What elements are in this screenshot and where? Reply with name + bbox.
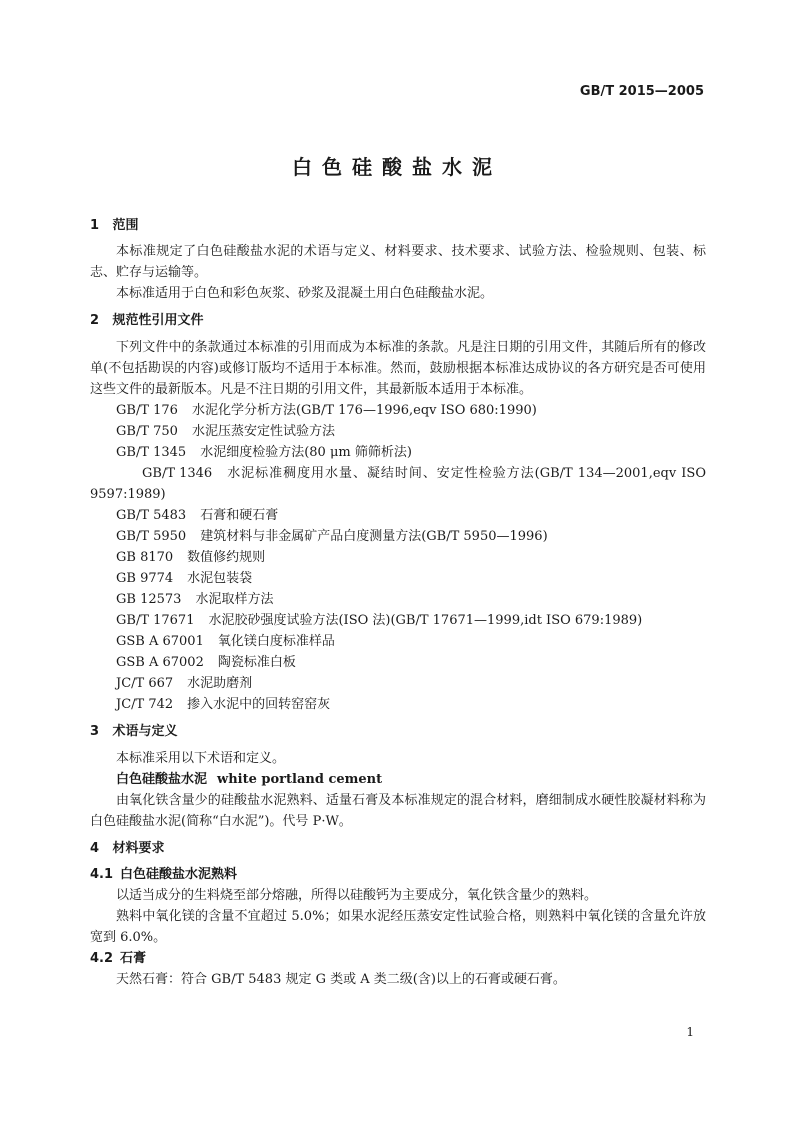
reference-list bbox=[90, 400, 706, 715]
section-1-paragraph: 本标准适用于白色和彩色灰浆、砂浆及混凝土用白色硅酸盐水泥。 bbox=[116, 286, 494, 301]
reference-item: GB 12573 水泥取样方法 bbox=[116, 592, 274, 607]
document-body bbox=[90, 215, 706, 990]
standard-code: GB/T 2015—2005 bbox=[579, 84, 704, 99]
term-entry bbox=[90, 769, 706, 790]
subsection-4-1-paragraph: 熟料中氧化镁的含量不宜超过 5.0%；如果水泥经压蒸安定性试验合格，则熟料中氧化镁的含量允许放宽到 6.0%。 bbox=[90, 909, 706, 945]
reference-item: GSB A 67002 陶瓷标准白板 bbox=[116, 655, 296, 670]
page-number: 1 bbox=[686, 1025, 694, 1039]
reference-item: GSB A 67001 氧化镁白度标准样品 bbox=[116, 634, 335, 649]
reference-item: GB/T 176 水泥化学分析方法(GB/T 176—1996,eqv ISO 680:1990) bbox=[116, 403, 537, 418]
reference-item: JC/T 742 掺入水泥中的回转窑窑灰 bbox=[116, 697, 331, 712]
subsection-4-1-paragraph: 以适当成分的生料烧至部分熔融，所得以硅酸钙为主要成分，氧化铁含量少的熟料。 bbox=[116, 888, 598, 903]
section-2-paragraph: 下列文件中的条款通过本标准的引用而成为本标准的条款。凡是注日期的引用文件，其随后所有的修改单(不包括勘误的内容)或修订版均不适用于本标准。然而，鼓励根据本标准达成协议的各方研究是否可使用这些文件的最新版本。凡是不注日期的引用文件，其最新版本适用于本标准。 bbox=[90, 340, 706, 397]
term-definition: 由氧化铁含量少的硅酸盐水泥熟料、适量石膏及本标准规定的混合材料，磨细制成水硬性胶凝材料称为白色硅酸盐水泥(简称“白水泥”)。代号 P·W。 bbox=[90, 793, 706, 829]
term-english: white portland cement bbox=[217, 772, 383, 787]
reference-item: GB 8170 数值修约规则 bbox=[116, 550, 266, 565]
subsection-4-2-paragraph: 天然石膏：符合 GB/T 5483 规定 G 类或 A 类二级(含)以上的石膏或硬石膏。 bbox=[116, 972, 566, 987]
reference-item: GB/T 750 水泥压蒸安定性试验方法 bbox=[116, 424, 335, 439]
section-3-heading: 3 术语与定义 bbox=[90, 724, 178, 739]
reference-item: GB 9774 水泥包装袋 bbox=[116, 571, 253, 586]
section-1-heading: 1 范围 bbox=[90, 218, 139, 233]
section-3-paragraph: 本标准采用以下术语和定义。 bbox=[116, 751, 286, 766]
page-title: 白色硅酸盐水泥 bbox=[292, 155, 502, 179]
term-chinese: 白色硅酸盐水泥 bbox=[116, 772, 208, 787]
section-1-paragraph: 本标准规定了白色硅酸盐水泥的术语与定义、材料要求、技术要求、试验方法、检验规则、包装、标志、贮存与运输等。 bbox=[90, 244, 706, 280]
reference-item: GB/T 1345 水泥细度检验方法(80 μm 筛筛析法) bbox=[116, 445, 412, 460]
section-4-heading: 4 材料要求 bbox=[90, 841, 165, 856]
reference-item: GB/T 17671 水泥胶砂强度试验方法(ISO 法)(GB/T 17671—1999,idt ISO 679:1989) bbox=[116, 613, 643, 628]
reference-item: GB/T 5483 石膏和硬石膏 bbox=[116, 508, 279, 523]
section-2-heading: 2 规范性引用文件 bbox=[90, 313, 204, 328]
reference-item: JC/T 667 水泥助磨剂 bbox=[116, 676, 253, 691]
reference-item: GB/T 1346 水泥标准稠度用水量、凝结时间、安定性检验方法(GB/T 134—2001,eqv ISO 9597:1989) bbox=[90, 466, 706, 502]
reference-item: GB/T 5950 建筑材料与非金属矿产品白度测量方法(GB/T 5950—1996) bbox=[116, 529, 548, 544]
subsection-4-2-heading: 4.2 石膏 bbox=[90, 951, 147, 966]
subsection-4-1-heading: 4.1 白色硅酸盐水泥熟料 bbox=[90, 867, 238, 882]
